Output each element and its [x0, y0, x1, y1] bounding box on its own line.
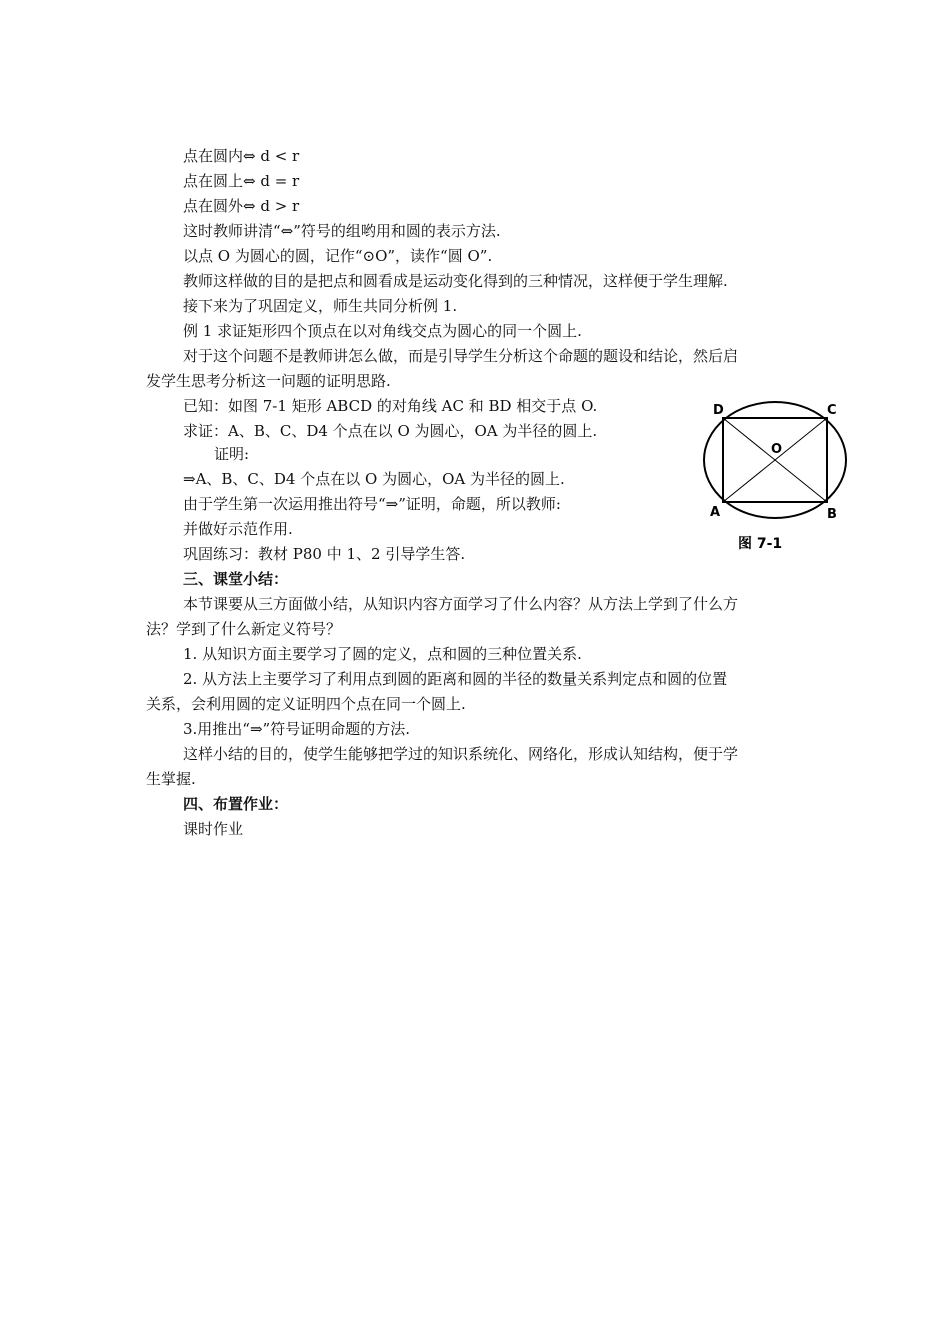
- section-heading-summary: 三、课堂小结：: [183, 570, 289, 588]
- text-line: 1. 从知识方面主要学习了圆的定义，点和圆的三种位置关系.: [183, 645, 582, 663]
- text-line: 点在圆上⇔ d = r: [183, 172, 300, 190]
- label-d: D: [713, 403, 724, 418]
- text-line: 点在圆内⇔ d < r: [183, 147, 300, 165]
- text-line: 法？学到了什么新定义符号？: [146, 620, 342, 638]
- figure-caption: 图 7-1: [738, 536, 783, 552]
- text-line: 这样小结的目的，使学生能够把学过的知识系统化、网络化，形成认知结构，便于学: [183, 745, 739, 763]
- label-b: B: [827, 507, 837, 522]
- text-line: 本节课要从三方面做小结，从知识内容方面学习了什么内容？从方法上学到了什么方: [183, 595, 739, 613]
- label-a: A: [710, 505, 721, 520]
- text-line: 并做好示范作用.: [183, 520, 293, 538]
- text-line: 3.用推出“⇒”符号证明命题的方法.: [183, 720, 410, 738]
- text-line: 点在圆外⇔ d > r: [183, 197, 300, 215]
- label-c: C: [827, 403, 837, 418]
- prove-line: 求证：A、B、C、D4 个点在以 O 为圆心，OA 为半径的圆上.: [183, 422, 598, 440]
- text-line: 接下来为了巩固定义，师生共同分析例 1.: [183, 297, 458, 315]
- text-line: 对于这个问题不是教师讲怎么做，而是引导学生分析这个命题的题设和结论，然后启: [183, 347, 739, 365]
- example-title: 例 1 求证矩形四个顶点在以对角线交点为圆心的同一个圆上.: [183, 322, 582, 340]
- section-heading-homework: 四、布置作业：: [183, 795, 289, 813]
- text-line: 课时作业: [183, 820, 244, 838]
- given-line: 已知：如图 7-1 矩形 ABCD 的对角线 AC 和 BD 相交于点 O.: [183, 397, 598, 415]
- text-line: 这时教师讲清“⇔”符号的组哟用和圆的表示方法.: [183, 222, 501, 240]
- text-line: 以点 O 为圆心的圆，记作“⊙O”，读作“圆 O”.: [183, 247, 493, 265]
- text-line: 生掌握.: [146, 770, 196, 788]
- text-line: ⇒A、B、C、D4 个点在以 O 为圆心，OA 为半径的圆上.: [183, 470, 565, 488]
- text-line: 2. 从方法上主要学习了利用点到圆的距离和圆的半径的数量关系判定点和圆的位置: [183, 670, 728, 688]
- text-line: 教师这样做的目的是把点和圆看成是运动变化得到的三种情况，这样便于学生理解.: [183, 272, 728, 290]
- text-line: 由于学生第一次运用推出符号“⇒”证明，命题，所以教师:: [183, 495, 561, 513]
- geometry-figure: [700, 400, 850, 560]
- proof-label: 证明:: [214, 445, 250, 463]
- text-line: 关系，会利用圆的定义证明四个点在同一个圆上.: [146, 695, 466, 713]
- text-line: 巩固练习：教材 P80 中 1、2 引导学生答.: [183, 545, 466, 563]
- text-line: 发学生思考分析这一问题的证明思路.: [146, 372, 391, 390]
- label-o: O: [771, 442, 783, 457]
